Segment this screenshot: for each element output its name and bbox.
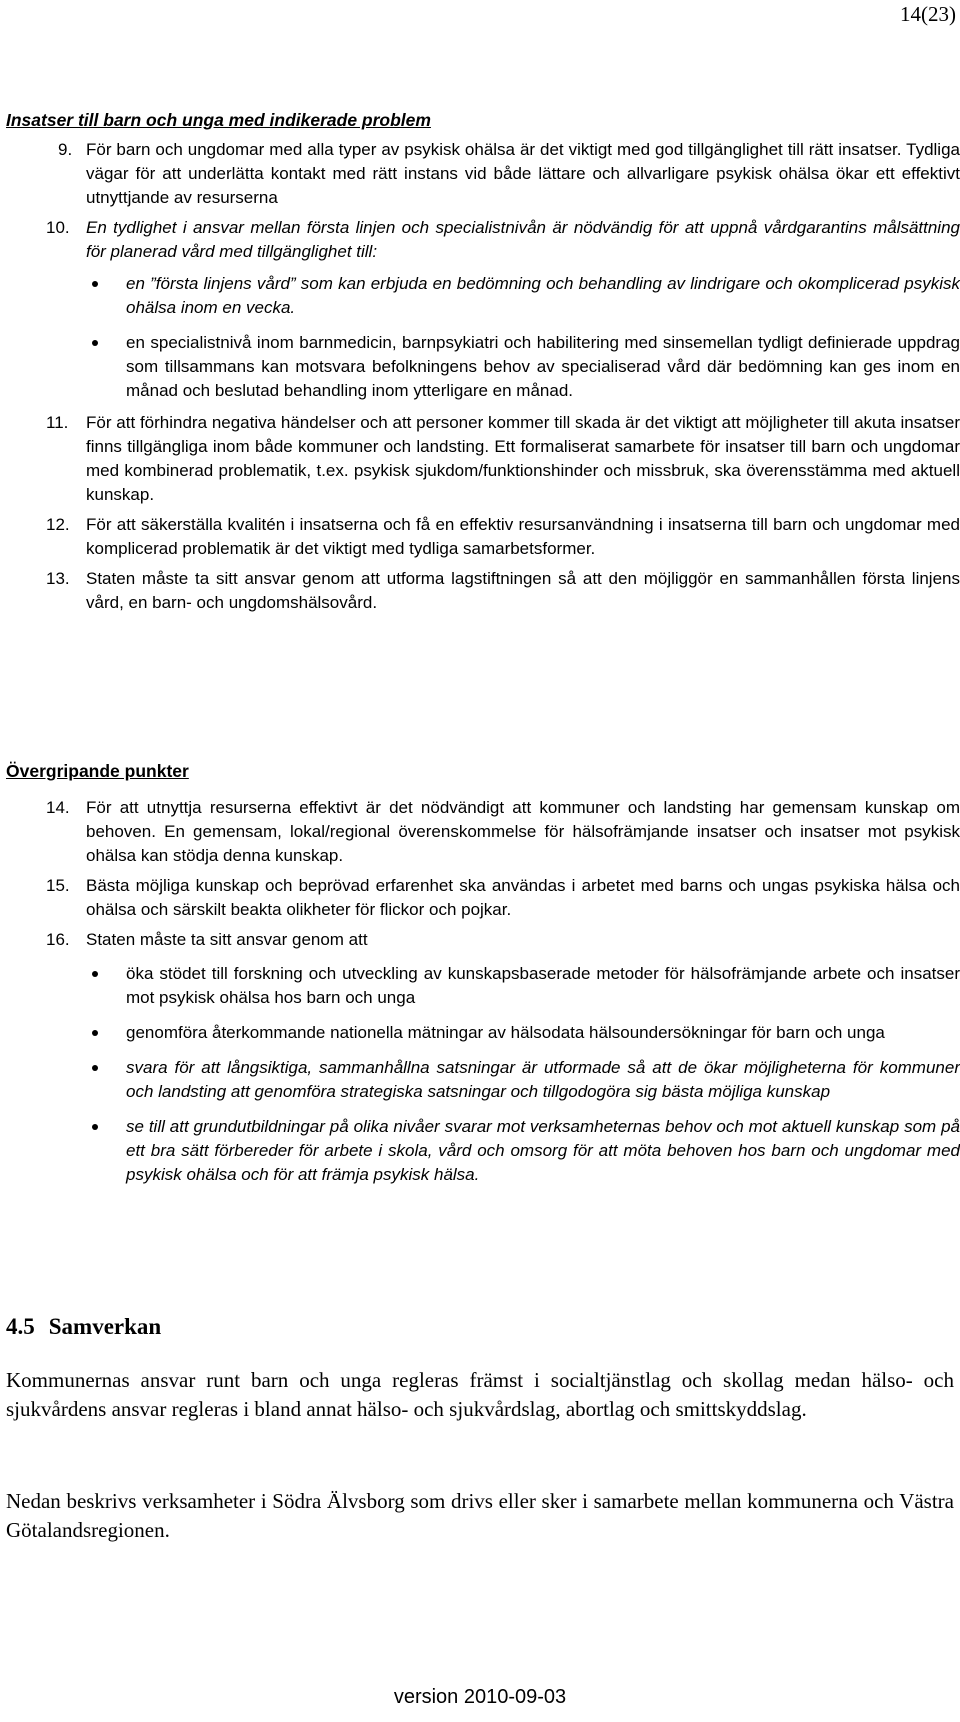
item-number: 11.	[46, 413, 69, 432]
bullet-dot-icon	[92, 1124, 98, 1130]
bullet-item: öka stödet till forskning och utveckling av kunskapsbaserade metoder för hälsofrämjande arbete och insatser mot psykisk ohälsa hos barn och unga	[86, 962, 960, 1010]
item-number: 16.	[46, 930, 70, 949]
section-heading-indicated-problems: Insatser till barn och unga med indikerade problem	[6, 110, 431, 130]
list-item-9	[0, 138, 960, 210]
bullet-dot-icon	[92, 281, 98, 287]
paragraph-2: Nedan beskrivs verksamheter i Södra Älvsborg som drivs eller sker i samarbete mellan kommunerna och Västra Götalandsregionen.	[6, 1489, 954, 1542]
item-text: För att utnyttja resurserna effektivt är det nödvändigt att kommuner och landsting har gemensam kunskap om behoven. En gemensam, lokal/regional överenskommelse för hälsofrämjande insatser och insatser mot psykisk ohälsa kan stödja denna kunskap.	[86, 798, 960, 865]
item-text: Staten måste ta sitt ansvar genom att utforma lagstiftningen så att den möjliggör en sammanhållen första linjens vård, en barn- och ungdomshälsovård.	[86, 569, 960, 612]
bullet-dot-icon	[92, 971, 98, 977]
bullet-item: en specialistnivå inom barnmedicin, barnpsykiatri och habilitering med sinsemellan tydligt definierade uppdrag som tillsammans kan motsvara befolkningens behov av specialiserad vård där bedömning kan ges inom en månad och beslutad behandling inom ytterligare en månad.	[86, 331, 960, 403]
numbered-list-section2	[0, 796, 960, 1198]
item-number: 10.	[46, 218, 70, 237]
item-text: För att förhindra negativa händelser och att personer kommer till skada är det viktigt att möjligheter till akuta insatser finns tillgängliga inom både kommuner och landsting. Ett formaliserat samarbete för insatser till barn och ungdomar med kombinerad problematik, t.ex. psykisk sjukdom/funktionshinder och missbruk, ska överensstämma med aktuell kunskap.	[86, 413, 960, 504]
item-text: För barn och ungdomar med alla typer av psykisk ohälsa är det viktigt med god tillgänglighet till rätt insatser. Tydliga vägar för att underlätta kontakt med rätt instans vid både lättare och allvarligare psykisk ohälsa ökar ett effektivt utnyttjande av resurserna	[86, 140, 960, 207]
bullet-dot-icon	[92, 1030, 98, 1036]
subsection-title: Samverkan	[48, 1314, 162, 1339]
bullet-item: en ”första linjens vård” som kan erbjuda en bedömning och behandling av lindrigare och okomplicerad psykisk ohälsa inom en vecka.	[86, 272, 960, 320]
item-number: 15.	[46, 876, 70, 895]
bullet-list	[86, 962, 960, 1187]
subsection-heading	[6, 1314, 161, 1340]
item-number: 13.	[46, 569, 70, 588]
bullet-item: genomföra återkommande nationella mätningar av hälsodata hälsoundersökningar för barn och unga	[86, 1021, 960, 1045]
bullet-item: svara för att långsiktiga, sammanhållna satsningar är utformade så att de ökar möjligheterna för kommuner och landsting att genomföra strategiska satsningar och tillgodogöra sig bästa möjliga kunskap	[86, 1056, 960, 1104]
item-text: För att säkerställa kvalitén i insatserna och få en effektiv resursanvändning i insatserna till barn och ungdomar med komplicerad problematik är det viktigt med tydliga samarbetsformer.	[86, 515, 960, 558]
bullet-list	[86, 272, 960, 403]
list-item-13	[0, 567, 960, 615]
section-heading-overarching: Övergripande punkter	[6, 761, 189, 781]
item-text: Staten måste ta sitt ansvar genom att	[86, 930, 368, 949]
page-number: 14(23)	[900, 2, 956, 26]
bullet-dot-icon	[92, 340, 98, 346]
list-item-14	[0, 796, 960, 868]
item-number: 9.	[58, 140, 73, 159]
list-item-10	[0, 216, 960, 403]
paragraph-1: Kommunernas ansvar runt barn och unga regleras främst i socialtjänstlag och skollag medan hälso- och sjukvårdens ansvar regleras i bland annat hälso- och sjukvårdslag, abortlag och smittskyddslag.	[6, 1368, 954, 1421]
list-item-11	[0, 411, 960, 507]
list-item-12	[0, 513, 960, 561]
item-number: 12.	[46, 515, 70, 534]
numbered-list-section1	[0, 138, 960, 615]
item-text: Bästa möjliga kunskap och beprövad erfarenhet ska användas i arbetet med barns och ungas psykiska hälsa och ohälsa och särskilt beakta olikheter för flickor och pojkar.	[86, 876, 960, 919]
item-number: 14.	[46, 798, 70, 817]
subsection-number: 4.5	[6, 1314, 35, 1339]
footer-version: version 2010-09-03	[393, 1686, 567, 1708]
list-item-16	[0, 928, 960, 1187]
bullet-dot-icon	[92, 1065, 98, 1071]
item-text: En tydlighet i ansvar mellan första linjen och specialistnivån är nödvändig för att uppnå vårdgarantins målsättning för planerad vård med tillgänglighet till:	[86, 218, 960, 261]
bullet-item: se till att grundutbildningar på olika nivåer svarar mot verksamheternas behov och mot aktuell kunskap som på ett bra sätt förbereder för arbete i skola, vård och omsorg för att möta behoven hos barn och ungdomar med psykisk ohälsa och för att främja psykisk hälsa.	[86, 1115, 960, 1187]
list-item-15	[0, 874, 960, 922]
